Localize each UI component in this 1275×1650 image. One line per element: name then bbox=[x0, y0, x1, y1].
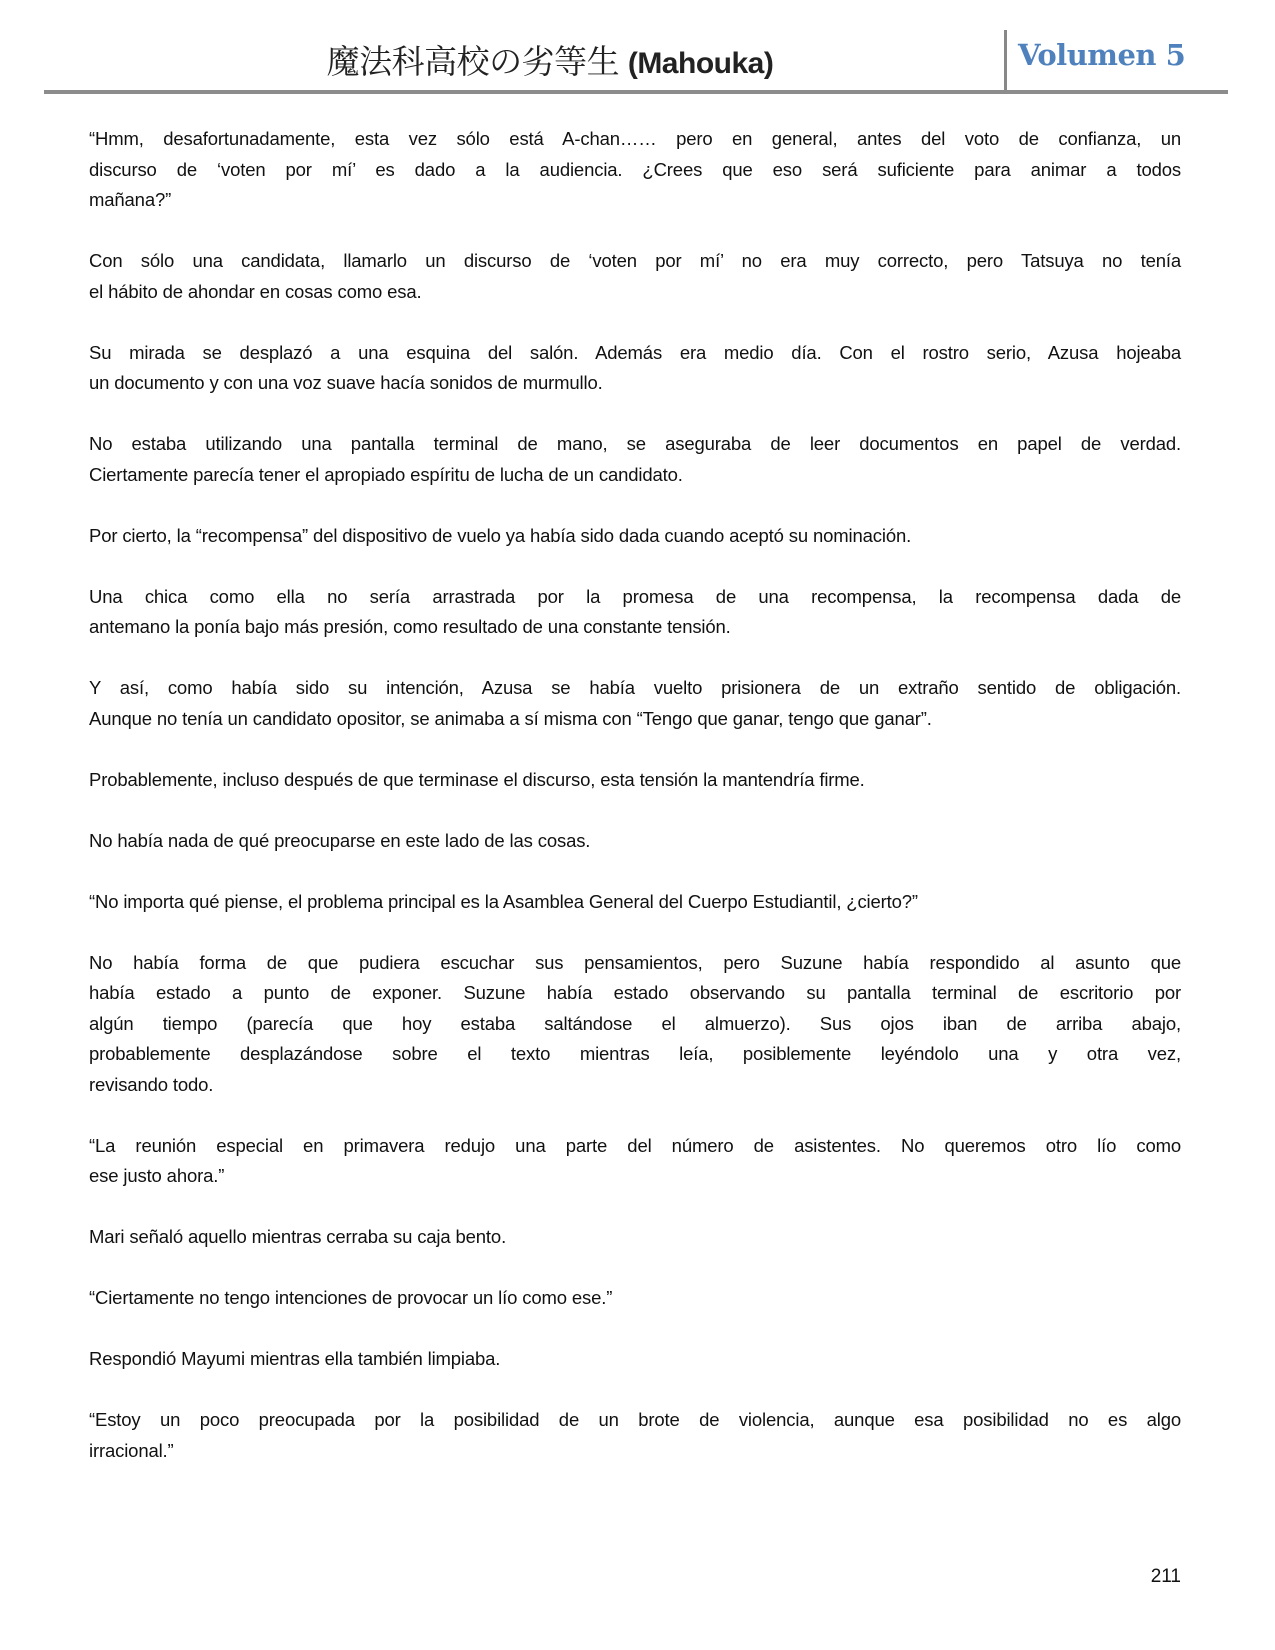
text-line: No había forma de que pudiera escuchar sus pensamientos, pero Suzune había respondido al asunto que bbox=[89, 951, 1181, 973]
text-line: Probablemente, incluso después de que terminase el discurso, esta tensión la mantendría firme. bbox=[89, 768, 865, 790]
paragraph bbox=[89, 1344, 1181, 1375]
paragraph bbox=[89, 673, 1181, 734]
text-line: un documento y con una voz suave hacía sonidos de murmullo. bbox=[89, 372, 603, 393]
text-line: No había nada de qué preocuparse en este lado de las cosas. bbox=[89, 829, 591, 851]
book-title-japanese: 魔法科高校の劣等生 bbox=[326, 43, 620, 80]
page-body bbox=[89, 124, 1181, 1497]
text-line: probablemente desplazándose sobre el texto mientras leía, posiblemente leyéndolo una y otra vez, bbox=[89, 1043, 1181, 1064]
paragraph bbox=[89, 246, 1181, 307]
text-line: “Hmm, desafortunadamente, esta vez sólo está A-chan…… pero en general, antes del voto de confianza, un bbox=[89, 128, 1181, 149]
paragraph bbox=[89, 338, 1181, 399]
paragraph bbox=[89, 521, 1181, 552]
text-line: mañana?” bbox=[89, 189, 172, 210]
text-line: Con sólo una candidata, llamarlo un discurso de ‘voten por mí’ no era muy correcto, pero Tatsuya no tenía bbox=[89, 250, 1181, 271]
text-line: discurso de ‘voten por mí’ es dado a la audiencia. ¿Crees que eso será suficiente para animar a todos bbox=[89, 158, 1181, 180]
text-line: “No importa qué piense, el problema principal es la Asamblea General del Cuerpo Estudiantil, ¿cierto?” bbox=[89, 890, 918, 912]
paragraph bbox=[89, 582, 1181, 643]
paragraph bbox=[89, 429, 1181, 490]
paragraph bbox=[89, 1405, 1181, 1466]
paragraph bbox=[89, 1222, 1181, 1253]
paragraph bbox=[89, 1131, 1181, 1192]
paragraph bbox=[89, 124, 1181, 216]
paragraph bbox=[89, 887, 1181, 918]
text-line: Aunque no tenía un candidato opositor, se animaba a sí misma con “Tengo que ganar, tengo que ganar”. bbox=[89, 707, 932, 729]
text-line: revisando todo. bbox=[89, 1073, 214, 1095]
volume-label: Volumen 5 bbox=[1018, 38, 1186, 72]
text-line: Una chica como ella no sería arrastrada por la promesa de una recompensa, la recompensa dada de bbox=[89, 585, 1181, 607]
book-title bbox=[200, 36, 900, 83]
text-line: No estaba utilizando una pantalla terminal de mano, se aseguraba de leer documentos en papel de verdad. bbox=[89, 433, 1181, 454]
text-line: Su mirada se desplazó a una esquina del salón. Además era medio día. Con el rostro serio, Azusa hojeaba bbox=[89, 341, 1181, 363]
text-line: el hábito de ahondar en cosas como esa. bbox=[89, 280, 422, 302]
text-line: Respondió Mayumi mientras ella también limpiaba. bbox=[89, 1348, 501, 1369]
paragraph bbox=[89, 948, 1181, 1101]
book-title-romaji: (Mahouka) bbox=[627, 47, 774, 80]
paragraph bbox=[89, 765, 1181, 796]
text-line: algún tiempo (parecía que hoy estaba saltándose el almuerzo). Sus ojos iban de arriba abajo, bbox=[89, 1012, 1181, 1034]
text-line: Ciertamente parecía tener el apropiado espíritu de lucha de un candidato. bbox=[89, 463, 683, 485]
text-line: antemano la ponía bajo más presión, como resultado de una constante tensión. bbox=[89, 616, 731, 637]
text-line: había estado a punto de exponer. Suzune había estado observando su pantalla terminal de escritorio por bbox=[89, 982, 1181, 1003]
paragraph bbox=[89, 1283, 1181, 1314]
text-line: Por cierto, la “recompensa” del dispositivo de vuelo ya había sido dada cuando aceptó su nominación. bbox=[89, 524, 912, 546]
text-line: Y así, como había sido su intención, Azusa se había vuelto prisionera de un extraño sentido de obligación. bbox=[89, 677, 1181, 698]
text-line: irracional.” bbox=[89, 1439, 174, 1461]
paragraph bbox=[89, 826, 1181, 857]
header-divider-vertical bbox=[1004, 30, 1007, 92]
text-line: “La reunión especial en primavera redujo una parte del número de asistentes. No queremos otro lío como bbox=[89, 1134, 1181, 1156]
text-line: “Ciertamente no tengo intenciones de provocar un lío como ese.” bbox=[89, 1287, 613, 1308]
text-line: ese justo ahora.” bbox=[89, 1165, 225, 1186]
text-line: “Estoy un poco preocupada por la posibilidad de un brote de violencia, aunque esa posibilidad no es algo bbox=[89, 1409, 1181, 1430]
header-rule bbox=[44, 90, 1228, 94]
page-number: 211 bbox=[1150, 1566, 1181, 1587]
text-line: Mari señaló aquello mientras cerraba su caja bento. bbox=[89, 1226, 507, 1247]
